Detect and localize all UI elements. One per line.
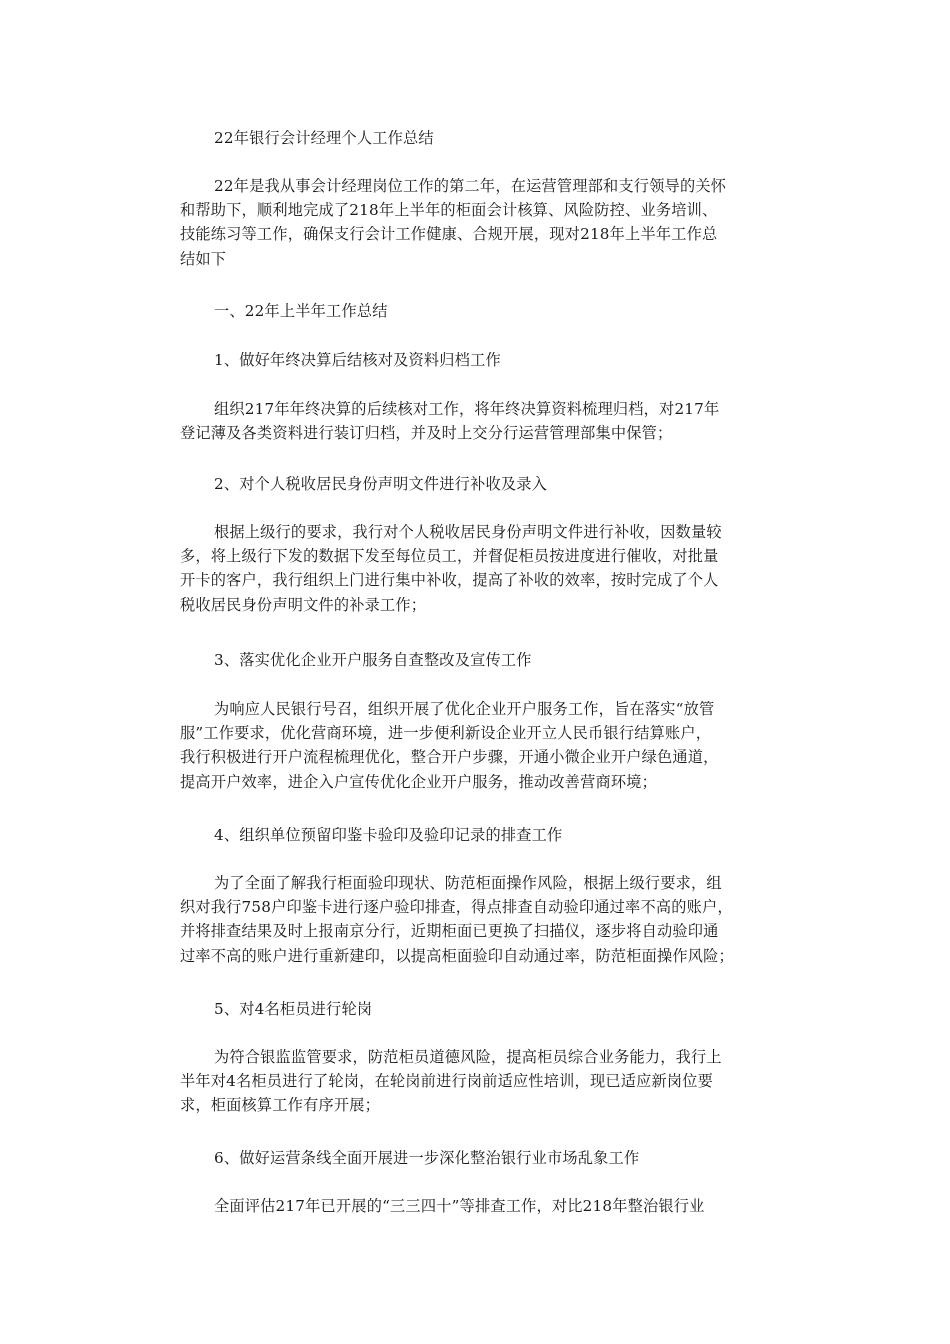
item-heading: 2、对个人税收居民身份声明文件进行补收及录入 — [214, 475, 548, 493]
body-line: 多，将上级行下发的数据下发至每位员工，并督促柜员按进度进行催收，对批量 — [180, 547, 719, 566]
body-line: 过率不高的账户进行重新建印，以提高柜面验印自动通过率，防范柜面操作风险； — [180, 946, 734, 965]
item-body — [180, 397, 776, 445]
body-line: 全面评估217年已开展的“三三四十”等排查工作，对比218年整治银行业 — [214, 1197, 705, 1215]
body-line: 登记薄及各类资料进行装订归档，并及时上交分行运营管理部集中保管； — [180, 424, 673, 443]
body-line: 税收居民身份声明文件的补录工作； — [180, 595, 427, 614]
intro-line: 22年是我从事会计经理岗位工作的第二年，在运营管理部和支行领导的关怀 — [214, 177, 727, 195]
body-line: 开卡的客户，我行组织上门进行集中补收，提高了补收的效率，按时完成了个人 — [180, 571, 719, 590]
body-line: 为符合银监监管要求，防范柜员道德风险，提高柜员综合业务能力，我行上 — [214, 1048, 722, 1066]
body-line: 提高开户效率，进企入户宣传优化企业开户服务，推动改善营商环境； — [180, 772, 658, 791]
body-line: 求，柜面核算工作有序开展； — [180, 1096, 381, 1115]
intro-line: 结如下 — [180, 249, 227, 268]
section-heading: 一、22年上半年工作总结 — [214, 302, 388, 320]
body-line: 根据上级行的要求，我行对个人税收居民身份声明文件进行补收，因数量较 — [214, 523, 722, 541]
body-line: 组织217年年终决算的后续核对工作，将年终决算资料梳理归档，对217年 — [214, 400, 720, 418]
item-heading: 6、做好运营条线全面开展进一步深化整治银行业市场乱象工作 — [214, 1149, 640, 1167]
body-line: 我行积极进行开户流程梳理优化，整合开户步骤，开通小微企业开户绿色通道， — [180, 748, 719, 767]
intro-line: 和帮助下，顺利地完成了218年上半年的柜面会计核算、风险防控、业务培训、 — [180, 201, 718, 220]
intro-line: 技能练习等工作，确保支行会计工作健康、合规开展，现对218年上半年工作总 — [180, 225, 718, 244]
item-heading: 5、对4名柜员进行轮岗 — [214, 1000, 373, 1018]
item-body — [180, 1045, 776, 1118]
body-line: 服”工作要求，优化营商环境，进一步便利新设企业开立人民币银行结算账户， — [180, 724, 712, 743]
document-title: 22年银行会计经理个人工作总结 — [214, 129, 434, 147]
item-heading: 3、落实优化企业开户服务自查整改及宣传工作 — [214, 651, 532, 669]
body-line: 并将排查结果及时上报南京分行，近期柜面已更换了扫描仪，逐步将自动验印通 — [180, 922, 719, 941]
body-line: 半年对4名柜员进行了轮岗，在轮岗前进行岗前适应性培训，现已适应新岗位要 — [180, 1072, 714, 1091]
item-body — [180, 697, 776, 794]
intro-paragraph — [180, 174, 776, 271]
body-line: 织对我行758户印鉴卡进行逐户验印排查，得点排查自动验印通过率不高的账户， — [180, 898, 733, 917]
item-heading: 4、组织单位预留印鉴卡验印及验印记录的排查工作 — [214, 826, 563, 844]
item-heading: 1、做好年终决算后结核对及资料归档工作 — [214, 351, 501, 369]
body-line: 为了全面了解我行柜面验印现状、防范柜面操作风险，根据上级行要求，组 — [214, 874, 722, 892]
item-body — [180, 871, 776, 968]
item-body — [180, 520, 776, 617]
item-body — [180, 1194, 776, 1218]
body-line: 为响应人民银行号召，组织开展了优化企业开户服务工作，旨在落实“放管 — [214, 700, 715, 718]
